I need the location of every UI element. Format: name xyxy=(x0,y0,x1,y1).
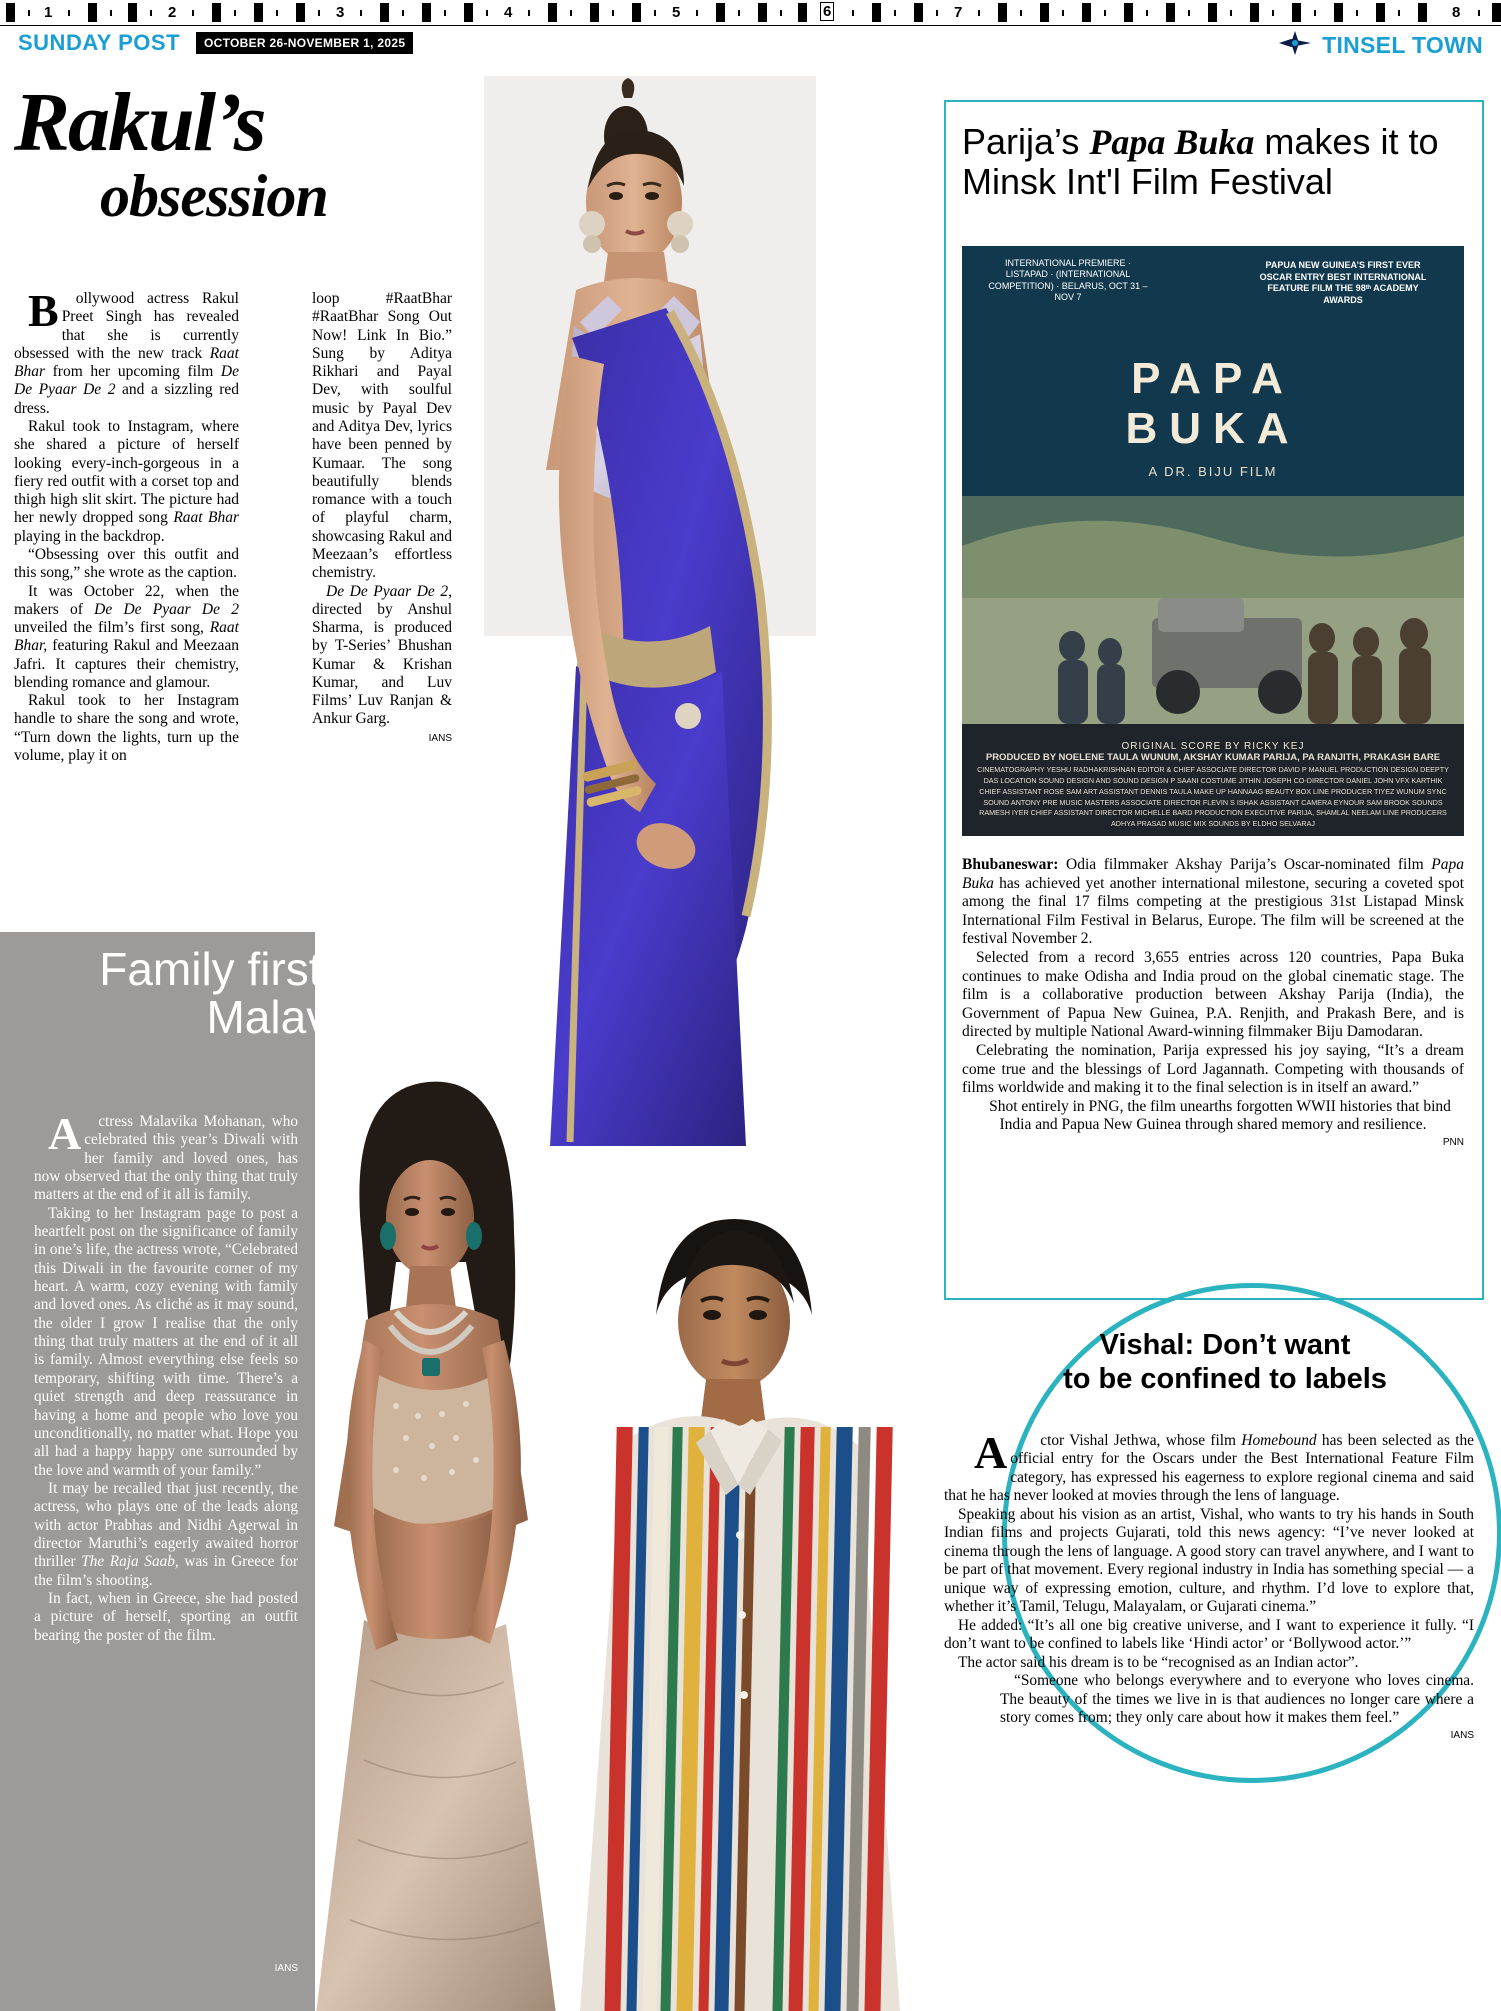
paragraph: De De Pyaar De 2, directed by Anshul Sharma, is produced by T-Series’ Bhushan Kumar & Krishan Kumar, and Luv Films’ Luv Ranjan & Ankur Garg. xyxy=(312,582,452,728)
papa-buka-story-credit: PNN xyxy=(1442,1136,1464,1148)
ruler-number: 8 xyxy=(1452,4,1461,21)
ruler-number: 7 xyxy=(954,4,963,21)
malavika-mohanan-photo xyxy=(300,1040,600,2011)
ruler-number: 1 xyxy=(44,4,53,21)
paragraph: Celebrating the nomination, Parija expressed his joy saying, “It’s a dream come true and the blessings of Lord Jagannath. Competing with thousands of films worldwide and making it to the final selection is in itself an award.” xyxy=(962,1041,1464,1097)
malavika-story-body xyxy=(34,1108,299,1645)
papa-buka-movie-poster xyxy=(962,246,1464,836)
poster-score-credit: ORIGINAL SCORE BY RICKY KEJ xyxy=(1121,741,1305,752)
paragraph: The actor said his dream is to be “recognised as an Indian actor”. xyxy=(958,1653,1359,1671)
section-title: TINSEL TOWN xyxy=(1322,32,1483,58)
vishal-story-credit: IANS xyxy=(1450,1729,1474,1741)
paragraph: Bollywood actress Rakul Preet Singh has revealed that she is currently obsessed with the new track Raat Bhar from her upcoming film De De Pyaar De 2 and a sizzling red dress. xyxy=(14,285,240,417)
paragraph: loop #RaatBhar #RaatBhar Song Out Now! Link In Bio.” Sung by Aditya Rikhari and Payal Dev, with soulful music by Payal Dev and Aditya Dev, lyrics have been penned by Kumaar. The song beautifully blends romance with a touch of playful charm, showcasing Rakul and Meezaan’s effortless chemistry. xyxy=(312,290,452,582)
paragraph: “Obsessing over this outfit and this song,” she wrote as the caption. xyxy=(14,545,239,582)
poster-producers: PRODUCED BY NOELENE TAULA WUNUM, AKSHAY KUMAR PARIJA, PA RANJITH, PRAKASH BARE xyxy=(985,751,1441,763)
lead-headline-line1: Rakul’s xyxy=(14,76,265,169)
masthead xyxy=(18,30,1483,60)
paragraph: Actress Malavika Mohanan, who celebrated this year’s Diwali with her family and loved ones, has now observed that the only thing that truly matters at the end of it all is family. xyxy=(34,1108,298,1204)
paragraph: Rakul took to Instagram, where she shared a picture of herself looking every-inch-gorgeous in a fiery red outfit with a corset top and thigh high slit skirt. The picture had her newly dropped song Raat Bhar playing in the backdrop. xyxy=(14,417,239,545)
page-ruler xyxy=(0,0,1501,26)
paragraph: Bhubaneswar: Odia filmmaker Akshay Parija’s Oscar-nominated film Papa Buka has achieved yet another international milestone, securing a coveted spot among the final 17 films competing at the prestigious 31st Listapad Minsk International Film Festival in Belarus, Europe. The film will be screened at the festival November 2. xyxy=(962,856,1464,948)
lead-story-column-1 xyxy=(14,285,240,765)
paragraph: Rakul took to her Instagram handle to share the song and wrote, “Turn down the lights, turn up the volume, play it on xyxy=(14,692,239,765)
malavika-story-credit: IANS xyxy=(274,1963,298,1974)
poster-crew: CINEMATOGRAPHY YESHU RADHAKRISHNAN EDITOR & CHIEF ASSOCIATE DIRECTOR DAVID P MANUEL PRODUCTION DESIGN DEEPTY DAS LOCATION SOUND DESIGN AND SOUND DESIGN P SAANI COSTUME JITHIN JOSEPH CO-DIRECTOR DANIEL JOHN VFX KARTHIK CHIEF ASSISTANT ROSE SAM ART ASSISTANT DENNIS TAULA MAKE UP HANNAAG BEAUTY BOX LINE PRODUCER TIYEZ WUNUM SYNC SOUND ANTONY PRE MUSIC MASTERS ASSOCIATE DIRECTOR FLEVIN S ISHAK ASSISTANT CAMERA EYNOUR SAM BROOK SOUNDS RAMESH IYER CHIEF ASSISTANT DIRECTOR MICHELLE BARD PRODUCTION EXECUTIVE PARIJA, SHAMLAL NEELAM LINE PRODUCERS ADHYA PRASAD MUSIC MIX SOUNDS BY ELDHO SELVARAJ xyxy=(977,765,1449,829)
paragraph: Speaking about his vision as an artist, Vishal, who wants to try his hands in South Indian films and projects Gujarati, told this news agency: “I’ve never looked at cinema through the lens of language. A good story can travel anywhere, and I want to be part of that movement. Every regional industry in India has something special — a unique way of expressing emotion, culture, and rhythm. I’d love to explore that, whether it’s Tamil, Telugu, Malayalam, or Gujarati cinema.” xyxy=(944,1505,1474,1616)
paragraph: “Someone who belongs everywhere and to everyone who loves cinema. The beauty of the times we live in is that audiences no longer care where a story comes from; they only care about how it makes them feel.” xyxy=(1000,1672,1474,1727)
poster-credit-block xyxy=(976,751,1450,830)
brand-sunday: SUNDAY xyxy=(18,30,112,55)
poster-laurel-right: PAPUA NEW GUINEA’S FIRST EVER OSCAR ENTRY BEST INTERNATIONAL FEATURE FILM THE 98ᵗʰ ACADEMY AWARDS xyxy=(1259,260,1427,306)
paragraph: Shot entirely in PNG, the film unearths forgotten WWII histories that bind India and Papua New Guinea through shared memory and resilience. xyxy=(989,1097,1451,1134)
vishal-story-body xyxy=(944,1427,1474,1742)
lead-headline-line2: obsession xyxy=(100,163,328,229)
poster-laurel-left: INTERNATIONAL PREMIERE · LISTAPAD · (INTERNATIONAL COMPETITION) · BELARUS, OCT 31 – NOV 7 xyxy=(988,258,1148,302)
ruler-number: 2 xyxy=(168,4,177,21)
paragraph: Actor Vishal Jethwa, whose film Homebound has been selected as the official entry for the Oscars under the Best International Feature Film category, has expressed his eagerness to explore regional cinema and said that he has never looked at movies through the lens of language. xyxy=(944,1427,1474,1505)
brand-post: POST xyxy=(118,30,181,55)
ruler-number: 3 xyxy=(336,4,345,21)
compass-icon xyxy=(1278,30,1312,61)
papa-buka-headline xyxy=(962,122,1472,203)
malavika-headline: Family first for Malavika xyxy=(99,943,388,1044)
vishal-headline xyxy=(1010,1328,1440,1396)
issue-date: OCTOBER 26-NOVEMBER 1, 2025 xyxy=(196,32,413,54)
paragraph: Taking to her Instagram page to post a heartfelt post on the significance of family in one’s life, the actress wrote, “Celebrated this Diwali in the favourite corner of my heart. A warm, cozy evening with family and loved ones. As cliché as it may sound, the older I grow I realise that the only thing that truly matters at the end of it all is family. Almost everything else feels so temporary, shifting with time. There’s a quiet strength and deep reassurance in having a home and people who love you unconditionally, no matter what. Hope you all had a happy happy one surrounded by the love and warmth of your family.” xyxy=(34,1204,298,1479)
headline-segment: Parija’s xyxy=(962,121,1090,162)
headline-film-title: Papa Buka xyxy=(1089,122,1255,162)
paragraph: He added: “It’s all one big creative universe, and I want to experience it fully. “I don’t want to be confined to labels like ‘Hindi actor’ or ‘Bollywood actor.’” xyxy=(944,1616,1474,1653)
paragraph: Selected from a record 3,655 entries across 120 countries, Papa Buka continues to make Odisha and India proud on the global cinematic stage. The film is a collaborative production between Akshay Parija (India), the Government of Papua New Guinea, P.A. Renjith, and Prakash Bere, and is directed by multiple National Award-winning filmmaker Biju Damodaran. xyxy=(962,948,1464,1041)
ruler-number: 4 xyxy=(504,4,513,21)
papa-buka-story-body xyxy=(962,856,1464,1149)
poster-subtitle: A DR. BIJU FILM xyxy=(1148,464,1278,479)
rakul-preet-singh-photo xyxy=(456,76,816,1146)
paragraph: In fact, when in Greece, she had posted a picture of herself, sporting an outfit bearing the poster of the film. xyxy=(34,1589,298,1644)
ruler-number: 5 xyxy=(672,4,681,21)
poster-title-line1: PAPA xyxy=(1131,354,1295,403)
headline-segment: makes it to Minsk Int'l Film Festival xyxy=(962,121,1439,203)
vishal-headline-line2: to be confined to labels xyxy=(1063,1363,1387,1396)
ruler-number-active: 6 xyxy=(820,2,834,21)
lead-story-column-2 xyxy=(312,290,452,745)
vishal-jethwa-photo xyxy=(560,1175,920,2011)
section-header xyxy=(1278,30,1483,61)
paragraph: It may be recalled that just recently, the actress, who plays one of the leads along with actor Prabhas and Nidhi Agerwal in director Maruthi’s eagerly awaited horror thriller The Raja Saab, was in Greece for the film’s shooting. xyxy=(34,1479,299,1589)
paragraph: It was October 22, when the makers of De De Pyaar De 2 unveiled the film’s first song, Raat Bhar, featuring Rakul and Meezaan Jafri. It captures their chemistry, blending romance and glamour. xyxy=(14,582,240,691)
masthead-brand xyxy=(18,30,180,56)
poster-title-line2: BUKA xyxy=(1125,404,1301,453)
story-credit: IANS xyxy=(428,732,452,744)
vishal-headline-line1: Vishal: Don’t want xyxy=(1099,1329,1351,1361)
